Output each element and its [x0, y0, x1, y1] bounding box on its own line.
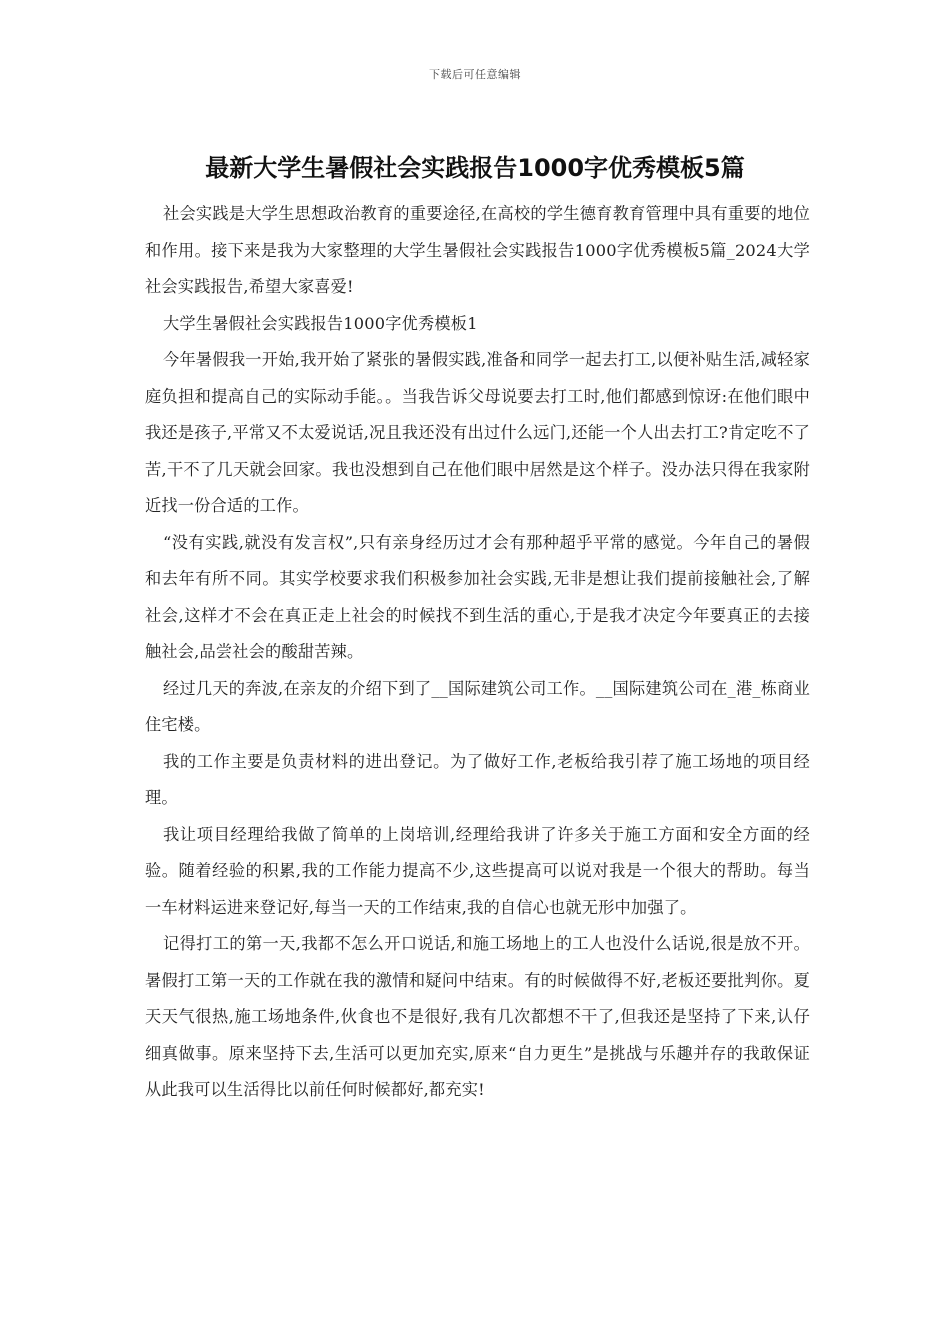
body-paragraph: 经过几天的奔波,在亲友的介绍下到了__国际建筑公司工作。__国际建筑公司在_港_栋商业住宅楼。 — [145, 678, 810, 734]
body-paragraph: “没有实践,就没有发言权”,只有亲身经历过才会有那种超乎平常的感觉。今年自己的暑假和去年有所不同。其实学校要求我们积极参加社会实践,无非是想让我们提前接触社会,了解社会,这样才不会在真正走上社会的时候找不到生活的重心,于是我才决定今年要真正的去接触社会,品尝社会的酸甜苦辣。 — [145, 532, 810, 661]
intro-paragraph: 社会实践是大学生思想政治教育的重要途径,在高校的学生德育教育管理中具有重要的地位和作用。接下来是我为大家整理的大学生暑假社会实践报告1000字优秀模板5篇_2024大学社会实践报告,希望大家喜爱! — [145, 204, 810, 296]
header-note: 下载后可任意编辑 — [429, 68, 521, 81]
body-paragraph: 我让项目经理给我做了简单的上岗培训,经理给我讲了许多关于施工方面和安全方面的经验。随着经验的积累,我的工作能力提高不少,这些提高可以说对我是一个很大的帮助。每当一车材料运进来登记好,每当一天的工作结束,我的自信心也就无形中加强了。 — [145, 824, 810, 917]
document-body — [145, 196, 810, 1109]
section-heading: 大学生暑假社会实践报告1000字优秀模板1 — [163, 313, 478, 333]
document-title: 最新大学生暑假社会实践报告1000字优秀模板5篇 — [205, 154, 745, 182]
body-paragraph: 今年暑假我一开始,我开始了紧张的暑假实践,准备和同学一起去打工,以便补贴生活,减轻家庭负担和提高自己的实际动手能。。当我告诉父母说要去打工时,他们都感到惊讶:在他们眼中我还是孩子,平常又不太爱说话,况且我还没有出过什么远门,还能一个人出去打工?肯定吃不了苦,干不了几天就会回家。我也没想到自己在他们眼中居然是这个样子。没办法只得在我家附近找一份合适的工作。 — [145, 350, 810, 515]
body-paragraph: 记得打工的第一天,我都不怎么开口说话,和施工场地上的工人也没什么话说,很是放不开。暑假打工第一天的工作就在我的激情和疑问中结束。有的时候做得不好,老板还要批判你。夏天天气很热,施工场地条件,伙食也不是很好,我有几次都想不干了,但我还是坚持了下来,认仔细真做事。原来坚持下去,生活可以更加充实,原来“自力更生”是挑战与乐趣并存的我敢保证从此我可以生活得比以前任何时候都好,都充实! — [145, 934, 810, 1099]
body-paragraph: 我的工作主要是负责材料的进出登记。为了做好工作,老板给我引荐了施工场地的项目经理。 — [145, 751, 810, 807]
